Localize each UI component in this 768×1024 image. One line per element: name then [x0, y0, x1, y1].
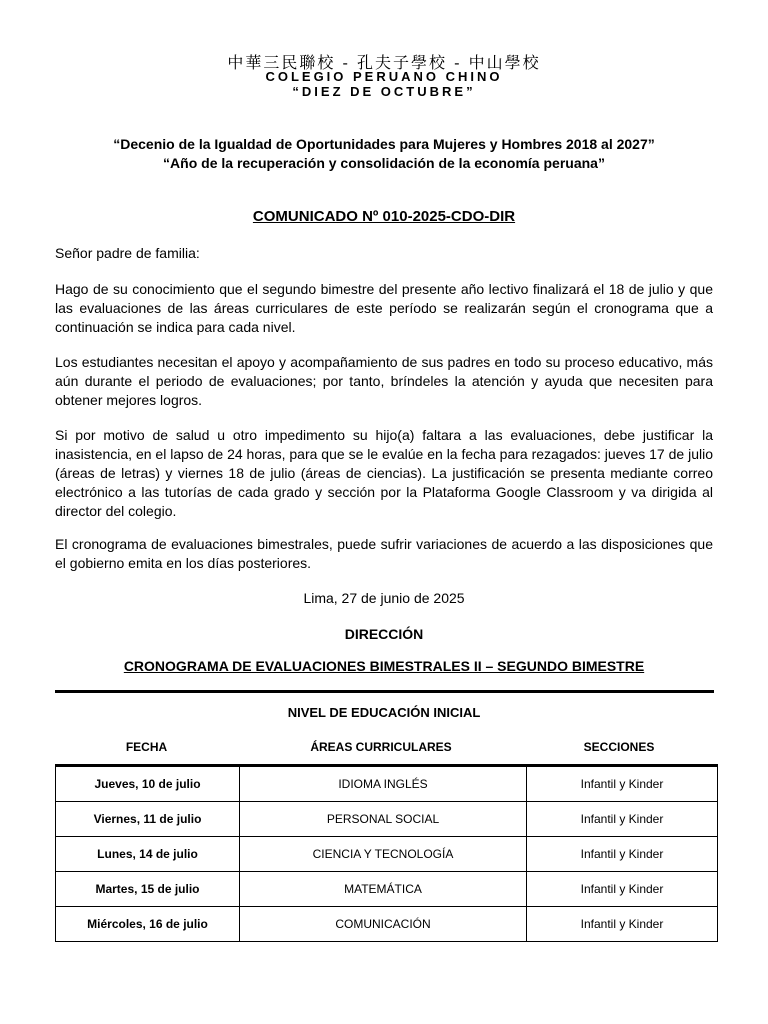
cell-area: MATEMÁTICA: [240, 872, 527, 907]
paragraph-support: Los estudiantes necesitan el apoyo y acompañamiento de sus padres en todo su proceso educativo, más aún durante el periodo de evaluaciones; por tanto, bríndeles la atención y ayuda que necesiten para obtener mejores logros.: [55, 354, 713, 408]
cell-fecha: Viernes, 11 de julio: [56, 802, 240, 837]
cell-fecha: Lunes, 14 de julio: [56, 837, 240, 872]
cell-area: IDIOMA INGLÉS: [240, 766, 527, 802]
schedule-title: CRONOGRAMA DE EVALUACIONES BIMESTRALES II – SEGUNDO BIMESTRE: [123, 658, 645, 674]
cell-area: CIENCIA Y TECNOLOGÍA: [240, 837, 527, 872]
signature: DIRECCIÓN: [344, 626, 424, 642]
paragraph-variations: El cronograma de evaluaciones bimestrales, puede sufrir variaciones de acuerdo a las disposiciones que el gobierno emita en los días posteriores.: [55, 536, 713, 571]
year-motto-decade: “Decenio de la Igualdad de Oportunidades para Mujeres y Hombres 2018 al 2027”: [113, 136, 655, 152]
table-row: [56, 766, 718, 802]
cell-secciones: Infantil y Kinder: [527, 766, 718, 802]
table-row: [56, 802, 718, 837]
cell-area: PERSONAL SOCIAL: [240, 802, 527, 837]
column-header-secciones: SECCIONES: [583, 740, 655, 754]
cell-secciones: Infantil y Kinder: [527, 802, 718, 837]
cell-secciones: Infantil y Kinder: [527, 907, 718, 942]
table-row: [56, 872, 718, 907]
cell-secciones: Infantil y Kinder: [527, 872, 718, 907]
column-header-areas: ÁREAS CURRICULARES: [310, 740, 452, 754]
schedule-table: [55, 764, 718, 942]
school-motto: “DIEZ DE OCTUBRE”: [292, 84, 476, 99]
cell-fecha: Martes, 15 de julio: [56, 872, 240, 907]
salutation: Señor padre de familia:: [55, 245, 200, 261]
table-row: [56, 837, 718, 872]
paragraph-announcement: Hago de su conocimiento que el segundo bimestre del presente año lectivo finalizará el 18 de julio y que las evaluaciones de las áreas curriculares de este período se realizarán según el cronograma que a continuación se indica para cada nivel.: [55, 281, 713, 335]
divider: [55, 690, 714, 693]
school-name: COLEGIO PERUANO CHINO: [265, 69, 503, 84]
year-motto-year: “Año de la recuperación y consolidación de la economía peruana”: [163, 155, 605, 171]
school-names-chinese: 中華三民聯校 ‐ 孔夫子學校 ‐ 中山學校: [227, 53, 541, 72]
date-line: Lima, 27 de junio de 2025: [303, 590, 465, 606]
cell-fecha: Jueves, 10 de julio: [56, 766, 240, 802]
document-title: COMUNICADO Nº 010-2025-CDO-DIR: [252, 208, 516, 225]
column-header-fecha: FECHA: [125, 740, 168, 754]
cell-area: COMUNICACIÓN: [240, 907, 527, 942]
schedule-level: NIVEL DE EDUCACIÓN INICIAL: [287, 705, 481, 720]
paragraph-justification: Si por motivo de salud u otro impedimento su hijo(a) faltara a las evaluaciones, debe justificar la inasistencia, en el lapso de 24 horas, para que se le evalúe en la fecha para rezagados: jueves 17 de julio (áreas de letras) y viernes 18 de julio (áreas de ciencias). La justificación se presenta mediante correo electrónico a las tutorías de cada grado y sección por la Plataforma Google Classroom y va dirigida al director del colegio.: [55, 427, 713, 519]
cell-secciones: Infantil y Kinder: [527, 837, 718, 872]
table-row: [56, 907, 718, 942]
cell-fecha: Miércoles, 16 de julio: [56, 907, 240, 942]
